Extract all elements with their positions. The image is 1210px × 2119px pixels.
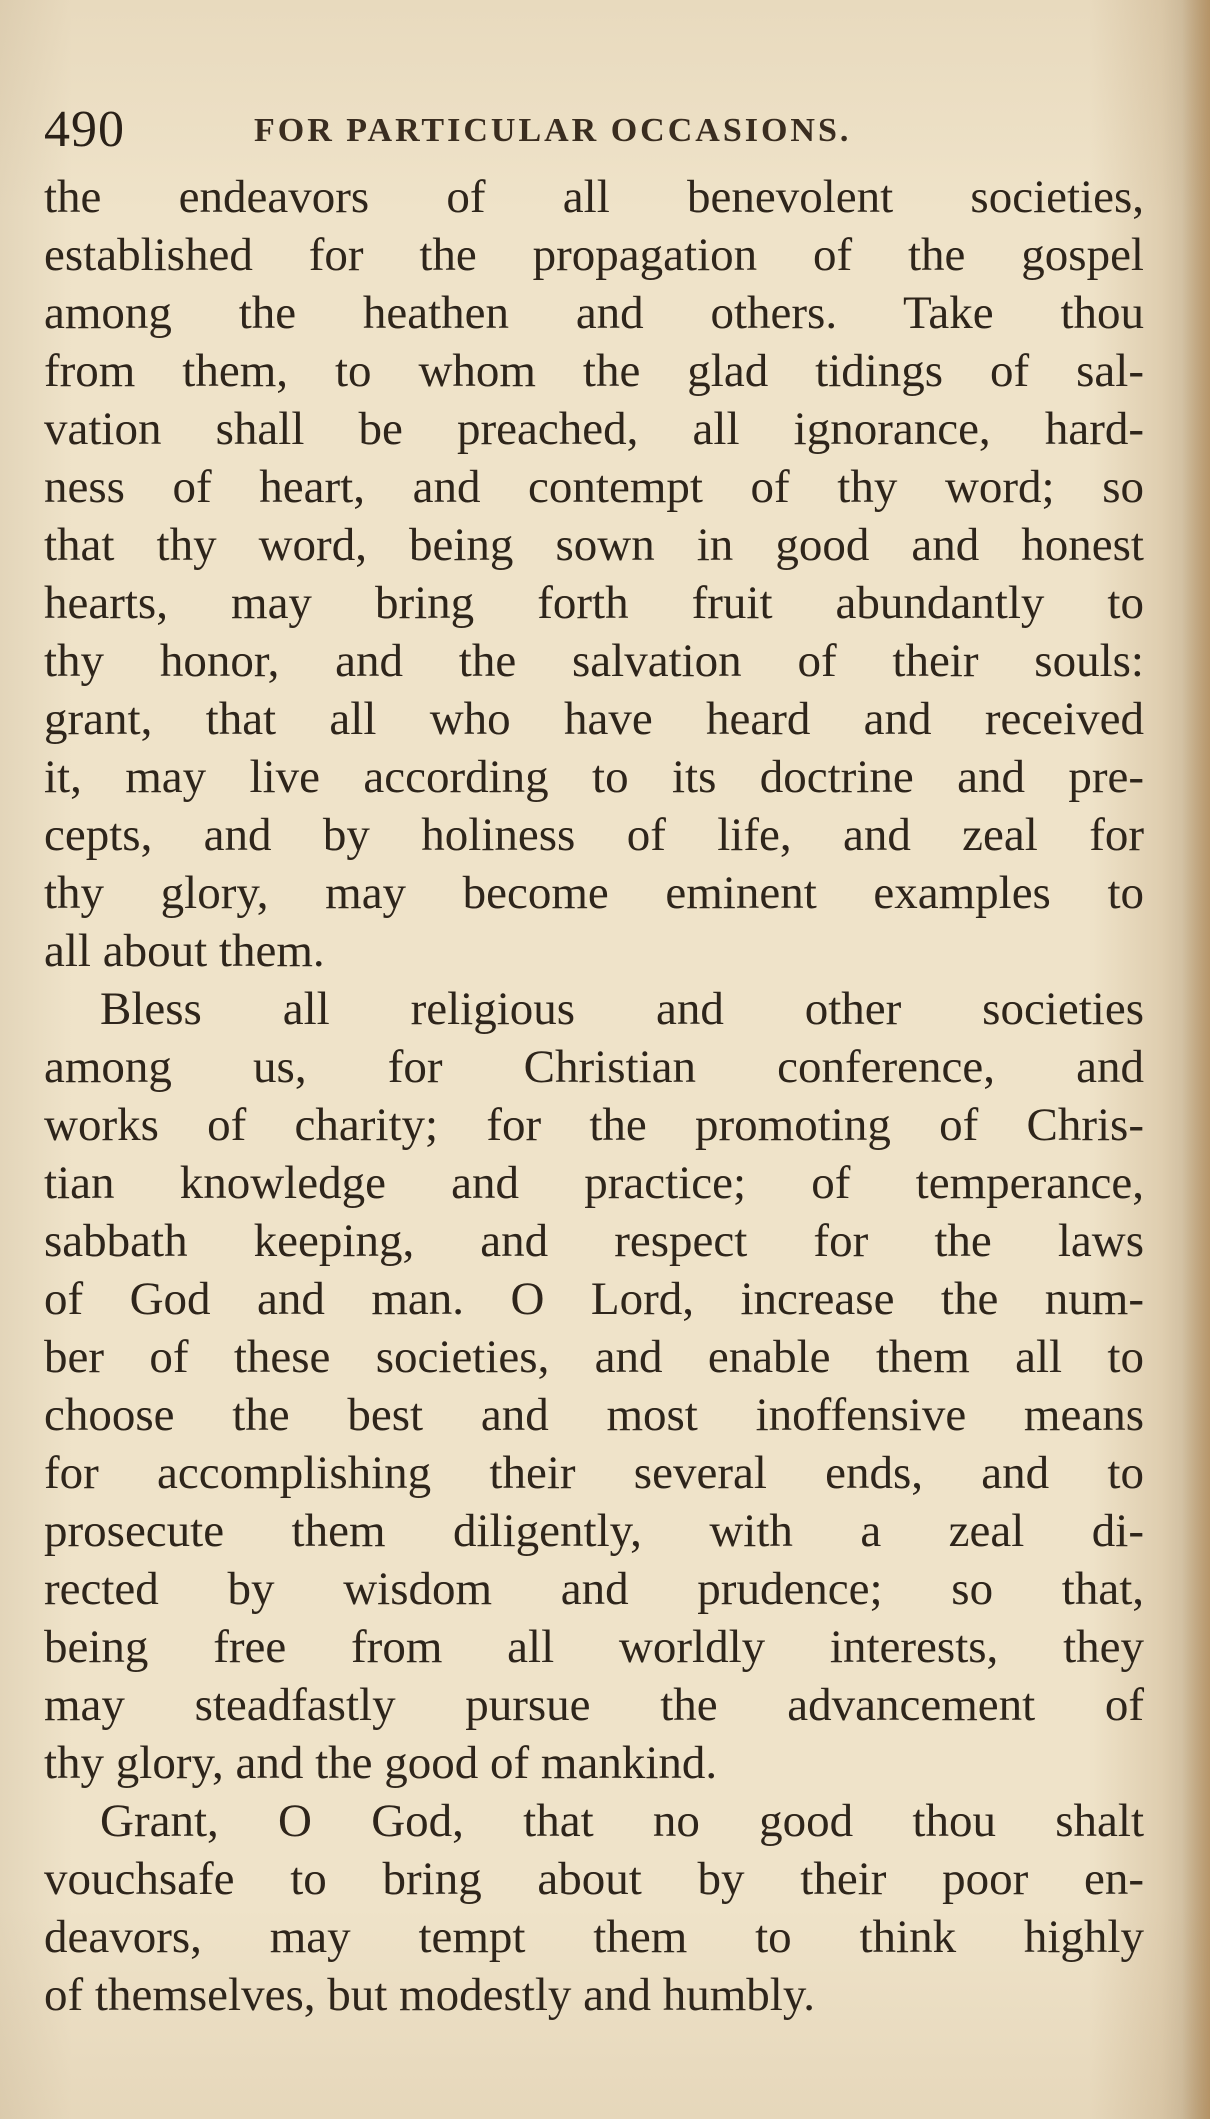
text-line: vouchsafe to bring about by their poor en-	[44, 1853, 1144, 1905]
text-line: choose the best and most inoffensive means	[44, 1389, 1144, 1441]
text-line: the endeavors of all benevolent societies,	[44, 171, 1144, 223]
text-line: works of charity; for the promoting of Chris-	[44, 1099, 1144, 1151]
running-head: FOR PARTICULAR OCCASIONS.	[254, 112, 852, 149]
text-line: that thy word, being sown in good and honest	[44, 519, 1144, 571]
text-line: cepts, and by holiness of life, and zeal for	[44, 809, 1144, 861]
text-line: from them, to whom the glad tidings of sal-	[44, 345, 1144, 397]
text-line: thy glory, and the good of mankind.	[44, 1737, 718, 1789]
text-line: among us, for Christian conference, and	[44, 1041, 1144, 1093]
paragraph-start-line: Grant, O God, that no good thou shalt	[100, 1795, 1144, 1847]
text-line: rected by wisdom and prudence; so that,	[44, 1563, 1144, 1615]
text-line: grant, that all who have heard and received	[44, 693, 1144, 745]
text-line: of God and man. O Lord, increase the num-	[44, 1273, 1144, 1325]
text-line: for accomplishing their several ends, and to	[44, 1447, 1144, 1499]
page-edge-shadow	[1182, 0, 1210, 2119]
text-line: being free from all worldly interests, they	[44, 1621, 1144, 1673]
prayer-text	[44, 168, 1144, 2024]
text-line: hearts, may bring forth fruit abundantly to	[44, 577, 1144, 629]
text-line: may steadfastly pursue the advancement of	[44, 1679, 1144, 1731]
text-line: established for the propagation of the gospel	[44, 229, 1144, 281]
text-line: thy glory, may become eminent examples to	[44, 867, 1144, 919]
text-line: vation shall be preached, all ignorance, hard-	[44, 403, 1144, 455]
text-line: sabbath keeping, and respect for the laws	[44, 1215, 1144, 1267]
text-line: all about them.	[44, 925, 325, 977]
text-line: deavors, may tempt them to think highly	[44, 1911, 1144, 1963]
page-number: 490	[44, 101, 125, 158]
text-line: ness of heart, and contempt of thy word; so	[44, 461, 1144, 513]
text-line: prosecute them diligently, with a zeal di-	[44, 1505, 1144, 1557]
paragraph-start-line: Bless all religious and other societies	[100, 983, 1144, 1035]
page-header	[44, 98, 1184, 162]
text-line: of themselves, but modestly and humbly.	[44, 1969, 816, 2021]
text-line: ber of these societies, and enable them all to	[44, 1331, 1144, 1383]
text-line: it, may live according to its doctrine and pre-	[44, 751, 1144, 803]
text-line: among the heathen and others. Take thou	[44, 287, 1144, 339]
text-line: thy honor, and the salvation of their souls:	[44, 635, 1144, 687]
text-line: tian knowledge and practice; of temperance,	[44, 1157, 1144, 1209]
